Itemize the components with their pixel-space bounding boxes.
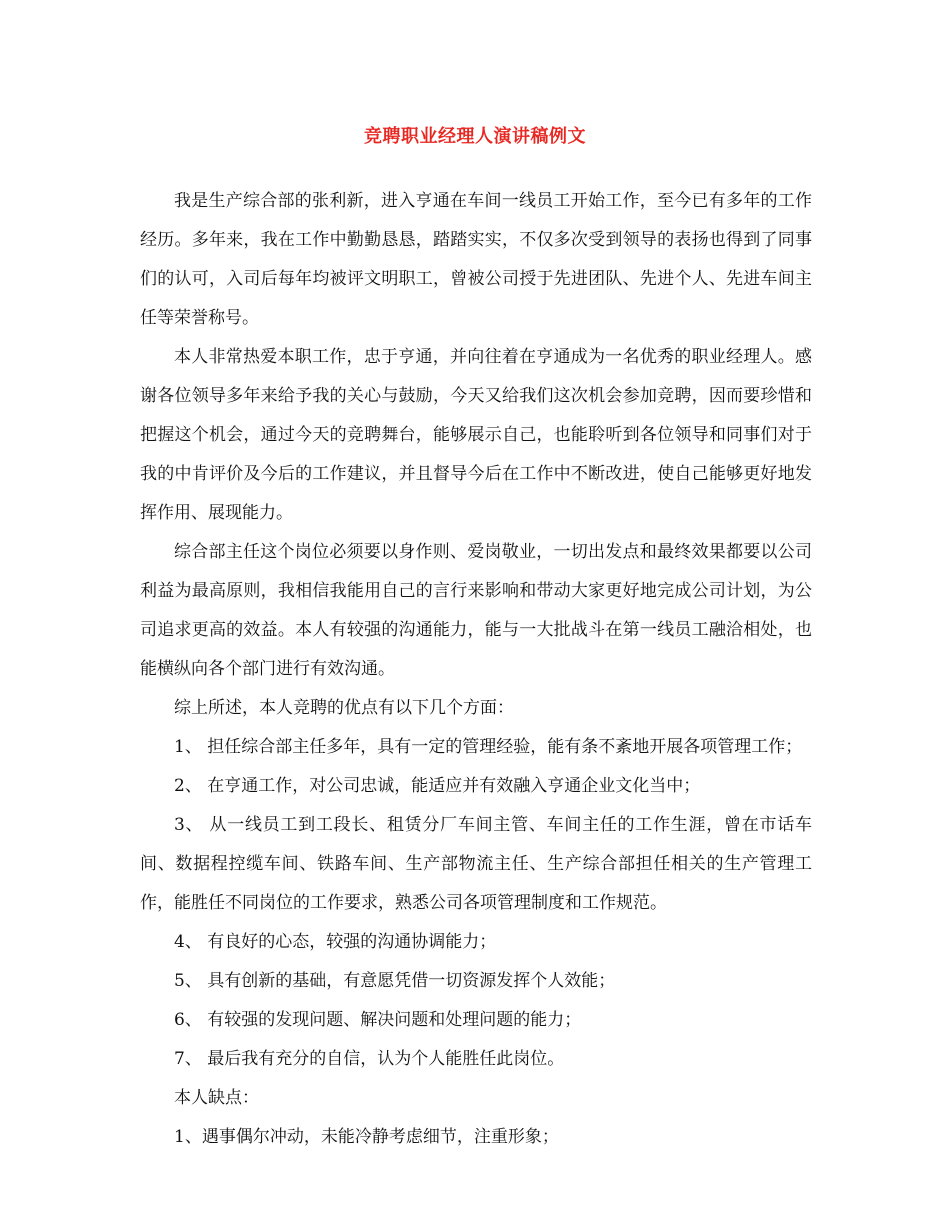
- advantage-item: 3、 从一线员工到工段长、租赁分厂车间主管、车间主任的工作生涯，曾在市话车间、数据程控缆车间、铁路车间、生产部物流主任、生产综合部担任相关的生产管理工作，能胜任不同岗位的工作要求，熟悉公司各项管理制度和工作规范。: [140, 815, 812, 913]
- advantages-list: [140, 728, 812, 1079]
- shortcomings-list: [140, 1118, 812, 1157]
- paragraph-role: 综合部主任这个岗位必须要以身作则、爱岗敬业，一切出发点和最终效果都要以公司利益为最高原则，我相信我能用自己的言行来影响和带动大家更好地完成公司计划，为公司追求更高的效益。本人有较强的沟通能力，能与一大批战斗在第一线员工融洽相处，也能横纵向各个部门进行有效沟通。: [140, 542, 812, 679]
- advantage-item: 1、 担任综合部主任多年，具有一定的管理经验，能有条不紊地开展各项管理工作；: [174, 737, 803, 757]
- paragraph-motivation: 本人非常热爱本职工作，忠于亨通，并向往着在亨通成为一名优秀的职业经理人。感谢各位领导多年来给予我的关心与鼓励，今天又给我们这次机会参加竞聘，因而要珍惜和把握这个机会，通过今天的竞聘舞台，能够展示自己，也能聆听到各位领导和同事们对于我的中肯评价及今后的工作建议，并且督导今后在工作中不断改进，使自己能够更好地发挥作用、展现能力。: [140, 347, 812, 523]
- advantage-item: 5、 具有创新的基础，有意愿凭借一切资源发挥个人效能；: [174, 971, 616, 991]
- document-body: [140, 182, 812, 1157]
- shortcomings-heading: 本人缺点：: [174, 1088, 259, 1108]
- advantage-item: 4、 有良好的心态，较强的沟通协调能力；: [174, 932, 497, 952]
- paragraph-introduction: 我是生产综合部的张利新，进入亨通在车间一线员工开始工作，至今已有多年的工作经历。多年来，我在工作中勤勤恳恳，踏踏实实，不仅多次受到领导的表扬也得到了同事们的认可，入司后每年均被评文明职工，曾被公司授于先进团队、先进个人、先进车间主任等荣誉称号。: [140, 191, 812, 328]
- advantage-item: 6、 有较强的发现问题、解决问题和处理问题的能力；: [174, 1010, 582, 1030]
- paragraph-summary: 综上所述，本人竞聘的优点有以下几个方面：: [174, 698, 514, 718]
- shortcoming-item: 1、遇事偶尔冲动，未能冷静考虑细节，注重形象；: [174, 1127, 559, 1147]
- advantage-item: 2、 在亨通工作，对公司忠诚，能适应并有效融入亨通企业文化当中；: [174, 776, 701, 796]
- advantage-item: 7、 最后我有充分的自信，认为个人能胜任此岗位。: [174, 1049, 565, 1069]
- document-title: 竞聘职业经理人演讲稿例文: [364, 126, 586, 147]
